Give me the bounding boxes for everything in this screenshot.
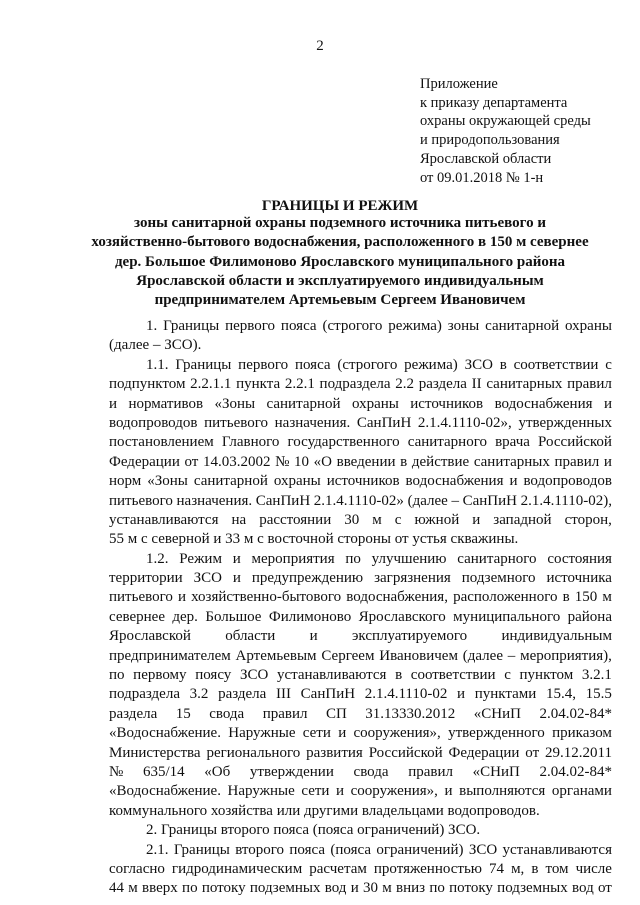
- appendix-line: и природопользования: [420, 132, 560, 149]
- appendix-line: охраны окружающей среды: [420, 113, 591, 130]
- body-line: «Водоснабжение. Наружные сети и сооружения», и выполняются органами: [109, 783, 612, 800]
- body-line: 1.1. Границы первого пояса (строгого режима) ЗСО в соответствии с: [146, 356, 612, 373]
- page-number: 2: [316, 38, 324, 54]
- body-line: (далее – ЗСО).: [109, 337, 202, 354]
- body-line: норм «Зоны санитарной охраны источников водоснабжения и водопроводов: [109, 473, 612, 490]
- body-line: устанавливаются на расстоянии 30 м с южной и западной сторон,: [109, 511, 612, 528]
- document-subtitle: [80, 214, 600, 310]
- body-line: подраздела 3.2 раздела III СанПиН 2.1.4.1110-02 и пунктами 15.4, 15.5: [109, 686, 612, 703]
- subtitle-line: дер. Большое Филимоново Ярославского муниципального района: [114, 253, 566, 270]
- body-line: № 635/14 «Об утверждении свода правил «СНиП 2.04.02-84*: [109, 763, 612, 780]
- document-body: [109, 317, 612, 899]
- title-line: ГРАНИЦЫ И РЕЖИМ: [261, 198, 419, 214]
- body-line: территории ЗСО и предупреждению загрязнения подземного источника: [109, 570, 612, 587]
- subtitle-line: предпринимателем Артемьевым Сергеем Ивановичем: [154, 292, 526, 309]
- body-line: 2.1. Границы второго пояса (пояса ограничений) ЗСО устанавливаются: [146, 841, 612, 858]
- appendix-block: [420, 75, 635, 187]
- body-line: 1. Границы первого пояса (строгого режима) зоны санитарной охраны: [146, 318, 612, 334]
- body-line: Федерации от 14.03.2002 № 10 «О введении в действие санитарных правил и: [109, 453, 612, 470]
- body-line: подпунктом 2.2.1.1 пункта 2.2.1 подраздела 2.2 раздела II санитарных правил: [109, 376, 612, 393]
- body-line: севернее дер. Большое Филимоново Ярославского муниципального района: [109, 608, 612, 625]
- body-line: по первому поясу ЗСО устанавливаются в соответствии с пунктом 3.2.1: [109, 667, 612, 684]
- appendix-line: к приказу департамента: [420, 94, 568, 111]
- body-line: предпринимателем Артемьевым Сергеем Ивановичем (далее – мероприятия),: [109, 647, 612, 664]
- body-line: 2. Границы второго пояса (пояса ограничений) ЗСО.: [146, 822, 481, 839]
- appendix-line: Ярославской области: [420, 150, 552, 167]
- body-line: «Водоснабжение. Наружные сети и сооружения», утвержденного приказом: [109, 725, 612, 742]
- body-line: 44 м вверх по потоку подземных вод и 30 м вниз по потоку подземных вод от: [109, 880, 612, 897]
- body-line: Ярославской области и эксплуатируемого индивидуальным: [109, 628, 612, 645]
- appendix-line: от 09.01.2018 № 1-н: [420, 169, 544, 186]
- appendix-line: Приложение: [420, 76, 498, 92]
- body-line: коммунального хозяйства или другими владельцами водопроводов.: [109, 802, 540, 819]
- body-line: раздела 15 свода правил СП 31.13330.2012 «СНиП 2.04.02-84*: [109, 705, 612, 722]
- body-line: 55 м с северной и 33 м с восточной стороны от устья скважины.: [109, 531, 519, 548]
- subtitle-line: Ярославской области и эксплуатируемого индивидуальным: [136, 272, 544, 289]
- subtitle-line: хозяйственно-бытового водоснабжения, расположенного в 150 м севернее: [91, 234, 589, 251]
- subtitle-line: зоны санитарной охраны подземного источника питьевого и: [134, 215, 546, 231]
- body-line: питьевого назначения. СанПиН 2.1.4.1110-02» (далее – СанПиН 2.1.4.1110-02),: [109, 492, 612, 509]
- body-line: согласно гидродинамическим расчетам протяженностью 74 м, в том числе: [109, 860, 612, 877]
- body-line: питьевого и хозяйственно-бытового водоснабжения, расположенного в 150 м: [109, 589, 612, 606]
- body-line: Министерства регионального развития Российской Федерации от 29.12.2011: [109, 744, 612, 761]
- body-line: водопроводов питьевого назначения. СанПиН 2.1.4.1110-02», утвержденных: [109, 414, 612, 431]
- body-line: постановлением Главного государственного санитарного врача Российской: [109, 434, 612, 451]
- body-line: 1.2. Режим и мероприятия по улучшению санитарного состояния: [146, 550, 612, 567]
- body-line: и нормативов «Зоны санитарной охраны источников водоснабжения и: [109, 395, 612, 412]
